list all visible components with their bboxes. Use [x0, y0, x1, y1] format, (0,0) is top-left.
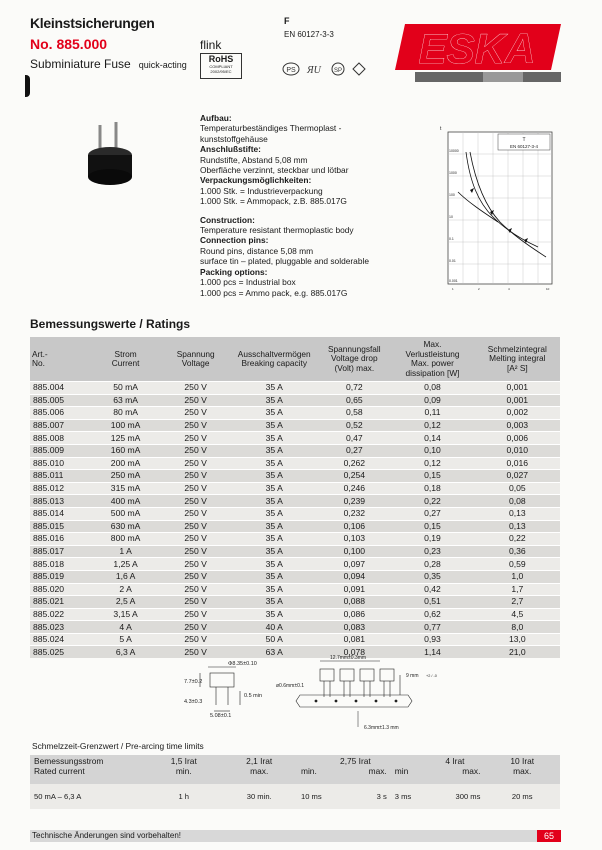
table-cell: 885.019	[30, 570, 90, 583]
table-cell: 0,05	[475, 482, 560, 495]
table-cell: 35 A	[230, 470, 318, 483]
table-cell: 0,52	[318, 419, 390, 432]
table-cell: 0,22	[390, 495, 474, 508]
col-4-max-header	[437, 755, 484, 784]
table-cell: 0,094	[318, 570, 390, 583]
table-cell: 1,14	[390, 646, 474, 658]
table-row	[30, 457, 560, 470]
table-cell: 0,51	[390, 596, 474, 609]
table-cell: 2,5 A	[90, 596, 161, 609]
table-cell: 250 V	[161, 419, 230, 432]
table-cell: 0,14	[390, 432, 474, 445]
table-cell: 0,086	[318, 608, 390, 621]
page-tab-marker	[25, 75, 30, 97]
table-cell: 0,10	[390, 444, 474, 457]
table-cell: 0,11	[390, 407, 474, 420]
table-cell: 885.016	[30, 533, 90, 546]
description-heading: Connection pins:	[200, 235, 269, 246]
dim-diameter: Φ8.35±0.10	[228, 661, 257, 667]
table-cell: 8,0	[475, 621, 560, 634]
table-cell: 125 mA	[90, 432, 161, 445]
dimension-drawing	[180, 655, 580, 735]
y-tick: 0.1	[449, 237, 454, 241]
table-cell: 0,27	[390, 507, 474, 520]
col-10-label: 10 Irat	[510, 756, 535, 766]
prearc-val-10: 20 ms	[484, 784, 560, 809]
table-cell: 40 A	[230, 621, 318, 634]
table-cell: 0,28	[390, 558, 474, 571]
table-row	[30, 419, 560, 432]
table-row	[30, 596, 560, 609]
table-cell: 250 V	[161, 570, 230, 583]
description-heading: Packing options:	[200, 266, 268, 277]
ul-recognized-icon	[306, 62, 324, 76]
table-cell: 885.025	[30, 646, 90, 658]
table-cell: 1,25 A	[90, 558, 161, 571]
table-cell: 35 A	[230, 407, 318, 420]
table-cell: 50 mA	[90, 382, 161, 395]
table-cell: 885.004	[30, 382, 90, 395]
table-cell: 0,23	[390, 545, 474, 558]
table-cell: 0,010	[475, 444, 560, 457]
table-cell: 0,27	[318, 444, 390, 457]
vde-icon	[352, 62, 366, 76]
table-cell: 200 mA	[90, 457, 161, 470]
table-row	[30, 558, 560, 571]
prearc-range: 50 mA – 6,3 A	[30, 784, 146, 809]
table-cell: 0,08	[390, 382, 474, 395]
table-cell: 250 V	[161, 621, 230, 634]
svg-text:PS: PS	[286, 67, 296, 74]
table-cell: 0,091	[318, 583, 390, 596]
prearc-title: Schmelzzeit-Grenzwert / Pre-arcing time limits	[32, 741, 204, 751]
table-cell: 0,72	[318, 382, 390, 395]
article-number: No. 885.000	[30, 36, 108, 52]
description-heading: Anschlußstifte:	[200, 144, 261, 155]
table-cell: 35 A	[230, 596, 318, 609]
ratings-header: Strom Current	[90, 337, 161, 382]
col-10-sub: max.	[513, 766, 532, 776]
table-cell: 63 mA	[90, 394, 161, 407]
description-line: Temperaturbeständiges Thermoplast -	[200, 123, 342, 134]
dim-pin-pitch: 5.08±0.1	[210, 713, 232, 719]
description-line: 1.000 pcs = Industrial box	[200, 277, 296, 288]
table-cell: 0,18	[390, 482, 474, 495]
rated-current-header: Bemessungsstrom Rated current	[30, 755, 146, 784]
table-row	[30, 570, 560, 583]
table-cell: 2 A	[90, 583, 161, 596]
table-cell: 250 V	[161, 432, 230, 445]
table-cell: 35 A	[230, 583, 318, 596]
table-cell: 250 V	[161, 457, 230, 470]
svg-text:2: 2	[478, 287, 480, 291]
table-cell: 250 V	[161, 444, 230, 457]
col-4-label: 4 Irat	[445, 756, 465, 766]
table-cell: 0,47	[318, 432, 390, 445]
col-2-75-label: 2,75 Irat	[340, 756, 371, 766]
table-cell: 0,08	[475, 495, 560, 508]
table-cell: 885.012	[30, 482, 90, 495]
footer-note-text: Technische Änderungen sind vorbehalten!	[32, 831, 181, 840]
table-cell: 885.021	[30, 596, 90, 609]
table-cell: 160 mA	[90, 444, 161, 457]
table-cell: 885.022	[30, 608, 90, 621]
table-cell: 250 V	[161, 583, 230, 596]
norm-label: EN 60127-3-3	[284, 30, 334, 39]
table-cell: 0,027	[475, 470, 560, 483]
table-cell: 0,15	[390, 470, 474, 483]
y-tick: 10	[449, 215, 453, 219]
table-cell: 4,5	[475, 608, 560, 621]
svg-text:4: 4	[508, 287, 510, 291]
subtitle-text: Subminiature Fuse	[30, 57, 131, 71]
y-tick: 100	[449, 193, 455, 197]
table-cell: 0,100	[318, 545, 390, 558]
table-cell: 35 A	[230, 457, 318, 470]
subtitle	[30, 57, 187, 71]
table-cell: 885.015	[30, 520, 90, 533]
ps-e-icon	[282, 62, 300, 76]
table-row	[30, 633, 560, 646]
table-row	[30, 470, 560, 483]
table-cell: 885.023	[30, 621, 90, 634]
table-cell: 0,22	[475, 533, 560, 546]
table-cell: 35 A	[230, 382, 318, 395]
col-10-header	[484, 755, 560, 784]
prearc-val-4-min: 3 ms	[391, 784, 438, 809]
ratings-title: Bemessungswerte / Ratings	[30, 317, 191, 331]
col-4-max: max.	[462, 766, 481, 776]
table-cell: 0,078	[318, 646, 390, 658]
certification-icons	[282, 62, 366, 76]
prearc-table	[30, 755, 560, 809]
page-number: 65	[537, 830, 561, 842]
table-cell: 0,19	[390, 533, 474, 546]
table-cell: 885.009	[30, 444, 90, 457]
table-cell: 250 V	[161, 558, 230, 571]
description-line: 1.000 pcs = Ammo pack, e.g. 885.017G	[200, 287, 348, 298]
table-cell: 0,65	[318, 394, 390, 407]
table-cell: 35 A	[230, 482, 318, 495]
table-cell: 0,36	[475, 545, 560, 558]
table-row	[30, 382, 560, 395]
dim-pin-length: 4.3±0.3	[184, 699, 203, 705]
table-cell: 800 mA	[90, 533, 161, 546]
table-cell: 0,081	[318, 633, 390, 646]
table-cell: 250 V	[161, 545, 230, 558]
table-cell: 0,12	[390, 457, 474, 470]
table-cell: 250 mA	[90, 470, 161, 483]
table-cell: 35 A	[230, 545, 318, 558]
time-current-graph	[438, 122, 556, 294]
table-cell: 100 mA	[90, 419, 161, 432]
rohs-badge	[200, 53, 242, 79]
graph-norm-label: EN 60127-3-4	[509, 144, 539, 149]
table-cell: 0,103	[318, 533, 390, 546]
dim-tape-hole: 6.3mm±1.3 mm	[364, 725, 399, 731]
ratings-header: Max. Verlustleistung Max. power dissipation [W]	[390, 337, 474, 382]
table-cell: 5 A	[90, 633, 161, 646]
table-cell: 0,001	[475, 382, 560, 395]
table-cell: 250 V	[161, 382, 230, 395]
col-4-min: min	[394, 766, 409, 776]
col-2-75-max: max.	[368, 766, 387, 776]
description-line: Rundstifte, Abstand 5,08 mm	[200, 154, 308, 165]
table-cell: 35 A	[230, 520, 318, 533]
prearc-val-2-75-min: 10 ms	[297, 784, 344, 809]
table-cell: 0,13	[475, 507, 560, 520]
y-tick: 0.001	[449, 279, 458, 283]
table-cell: 250 V	[161, 394, 230, 407]
quick-acting-label: quick-acting	[138, 60, 187, 70]
table-row	[30, 407, 560, 420]
table-cell: 0,001	[475, 394, 560, 407]
table-cell: 0,42	[390, 583, 474, 596]
table-cell: 1,6 A	[90, 570, 161, 583]
table-row	[30, 545, 560, 558]
table-cell: 0,016	[475, 457, 560, 470]
col-2-1-sub: max.	[250, 766, 269, 776]
table-cell: 0,09	[390, 394, 474, 407]
table-cell: 885.007	[30, 419, 90, 432]
table-cell: 35 A	[230, 507, 318, 520]
description-line: 1.000 Stk. = Ammopack, z.B. 885.017G	[200, 196, 347, 207]
flink-label: flink	[200, 38, 222, 52]
table-cell: 0,77	[390, 621, 474, 634]
table-cell: 3,15 A	[90, 608, 161, 621]
table-row	[30, 520, 560, 533]
dim-height: 7.7±0.2	[184, 679, 203, 685]
table-cell: 0,246	[318, 482, 390, 495]
page-title: Kleinstsicherungen	[30, 15, 155, 31]
csa-icon	[330, 62, 346, 76]
rohs-compliant: COMPLIANT 2002/95/EC	[209, 64, 233, 74]
table-cell: 630 mA	[90, 520, 161, 533]
ratings-header: Ausschaltvermögen Breaking capacity	[230, 337, 318, 382]
table-cell: 80 mA	[90, 407, 161, 420]
table-cell: 885.020	[30, 583, 90, 596]
table-cell: 885.018	[30, 558, 90, 571]
table-cell: 0,93	[390, 633, 474, 646]
table-cell: 2,7	[475, 596, 560, 609]
table-cell: 4 A	[90, 621, 161, 634]
prearc-val-2-1: 30 min.	[221, 784, 297, 809]
table-cell: 250 V	[161, 520, 230, 533]
table-cell: 885.008	[30, 432, 90, 445]
description-heading: Verpackungsmöglichkeiten:	[200, 175, 312, 186]
svg-text:ЯU: ЯU	[307, 65, 321, 76]
table-cell: 885.014	[30, 507, 90, 520]
rohs-label: RoHS	[208, 54, 234, 64]
svg-text:1: 1	[452, 287, 454, 291]
table-row	[30, 394, 560, 407]
ratings-table	[30, 337, 560, 658]
table-cell: 0,006	[475, 432, 560, 445]
table-cell: 35 A	[230, 495, 318, 508]
table-cell: 885.005	[30, 394, 90, 407]
table-cell: 35 A	[230, 432, 318, 445]
table-cell: 315 mA	[90, 482, 161, 495]
table-cell: 0,35	[390, 570, 474, 583]
table-row	[30, 444, 560, 457]
description-line: kunststoffgehäuse	[200, 133, 268, 144]
dim-tape-tol: +2 / -0	[426, 674, 437, 678]
table-cell: 35 A	[230, 608, 318, 621]
svg-text:t: t	[440, 126, 442, 132]
table-cell: 250 V	[161, 533, 230, 546]
table-cell: 0,232	[318, 507, 390, 520]
table-cell: 50 A	[230, 633, 318, 646]
col-1-5-header	[146, 755, 221, 784]
table-cell: 35 A	[230, 419, 318, 432]
table-cell: 63 A	[230, 646, 318, 658]
table-cell: 250 V	[161, 407, 230, 420]
table-cell: 0,12	[390, 419, 474, 432]
table-cell: 35 A	[230, 558, 318, 571]
col-1-5-sub: min.	[175, 766, 192, 776]
table-cell: 250 V	[161, 608, 230, 621]
table-cell: 13,0	[475, 633, 560, 646]
col-2-75-min: min.	[300, 766, 317, 776]
footer-note	[30, 830, 560, 842]
y-tick: 10000	[449, 149, 459, 153]
prearc-val-4-max: 300 ms	[437, 784, 484, 809]
table-cell: 0,59	[475, 558, 560, 571]
table-row	[30, 621, 560, 634]
table-cell: 0,003	[475, 419, 560, 432]
dim-tape-pitch: 12.7mm±0.3mm	[330, 655, 367, 661]
table-cell: 0,58	[318, 407, 390, 420]
table-cell: 250 V	[161, 633, 230, 646]
table-cell: 1,7	[475, 583, 560, 596]
dim-tape-pin: ø0.6mm±0.1	[276, 683, 305, 689]
dim-tape-height: 9 mm	[406, 673, 419, 679]
table-cell: 0,62	[390, 608, 474, 621]
prearc-val-1-5: 1 h	[146, 784, 221, 809]
table-cell: 885.013	[30, 495, 90, 508]
ratings-header: Spannungsfall Voltage drop (Volt) max.	[318, 337, 390, 382]
description-line: 1.000 Stk. = Industrieverpackung	[200, 185, 323, 196]
svg-text:SP: SP	[333, 68, 343, 74]
prearc-val-2-75-max: 3 s	[344, 784, 391, 809]
table-cell: 250 V	[161, 596, 230, 609]
table-cell: 0,239	[318, 495, 390, 508]
col-2-75-max-header	[340, 755, 391, 784]
table-cell: 0,088	[318, 596, 390, 609]
table-cell: 0,083	[318, 621, 390, 634]
table-cell: 1,0	[475, 570, 560, 583]
table-cell: 885.006	[30, 407, 90, 420]
table-cell: 250 V	[161, 482, 230, 495]
col-2-75-min-header	[297, 755, 344, 784]
table-cell: 500 mA	[90, 507, 161, 520]
table-cell: 0,002	[475, 407, 560, 420]
table-row	[30, 608, 560, 621]
table-cell: 250 V	[161, 495, 230, 508]
table-row	[30, 533, 560, 546]
table-cell: 400 mA	[90, 495, 161, 508]
svg-text:10: 10	[546, 287, 550, 291]
table-cell: 1 A	[90, 545, 161, 558]
ratings-header: Art.- No.	[30, 337, 90, 382]
y-tick: 1000	[449, 171, 457, 175]
y-tick: 0.01	[449, 259, 456, 263]
description-block	[200, 113, 430, 298]
table-cell: 35 A	[230, 533, 318, 546]
table-row	[30, 507, 560, 520]
ratings-header: Schmelzintegral Melting integral [A² S]	[475, 337, 560, 382]
col-1-5-label: 1,5 Irat	[170, 756, 197, 766]
table-cell: 885.017	[30, 545, 90, 558]
description-heading: Construction:	[200, 214, 255, 225]
table-cell: 0,15	[390, 520, 474, 533]
table-cell: 0,106	[318, 520, 390, 533]
table-cell: 35 A	[230, 570, 318, 583]
table-cell: 885.011	[30, 470, 90, 483]
description-heading: Aufbau:	[200, 113, 232, 123]
table-cell: 6,3 A	[90, 646, 161, 658]
table-cell: 250 V	[161, 646, 230, 658]
table-cell: 21,0	[475, 646, 560, 658]
table-cell: 0,262	[318, 457, 390, 470]
description-line: Round pins, distance 5,08 mm	[200, 245, 314, 256]
fuse-product-image	[80, 120, 140, 190]
table-cell: 885.010	[30, 457, 90, 470]
svg-text:ESKA: ESKA	[418, 25, 536, 72]
description-spacer	[200, 207, 430, 215]
col-2-1-label: 2,1 Irat	[246, 756, 273, 766]
table-row	[30, 432, 560, 445]
table-cell: 0,13	[475, 520, 560, 533]
description-line: Oberfläche verzinnt, steckbar und lötbar	[200, 165, 349, 176]
table-row	[30, 495, 560, 508]
description-line: Temperature resistant thermoplastic body	[200, 225, 354, 236]
col-4-min-header	[391, 755, 438, 784]
table-cell: 250 V	[161, 507, 230, 520]
table-cell: 0,097	[318, 558, 390, 571]
table-cell: 0,254	[318, 470, 390, 483]
table-cell: 35 A	[230, 394, 318, 407]
table-row	[30, 482, 560, 495]
table-cell: 885.024	[30, 633, 90, 646]
f-mark: F	[284, 16, 290, 26]
description-line: surface tin – plated, pluggable and solderable	[200, 256, 370, 267]
ratings-header: Spannung Voltage	[161, 337, 230, 382]
eska-logo	[393, 18, 563, 88]
table-cell: 35 A	[230, 444, 318, 457]
table-cell: 250 V	[161, 470, 230, 483]
table-row	[30, 583, 560, 596]
col-2-1-header	[221, 755, 297, 784]
dim-pin-wire: 0.5 min	[244, 693, 263, 699]
graph-t-label: T	[522, 137, 526, 143]
